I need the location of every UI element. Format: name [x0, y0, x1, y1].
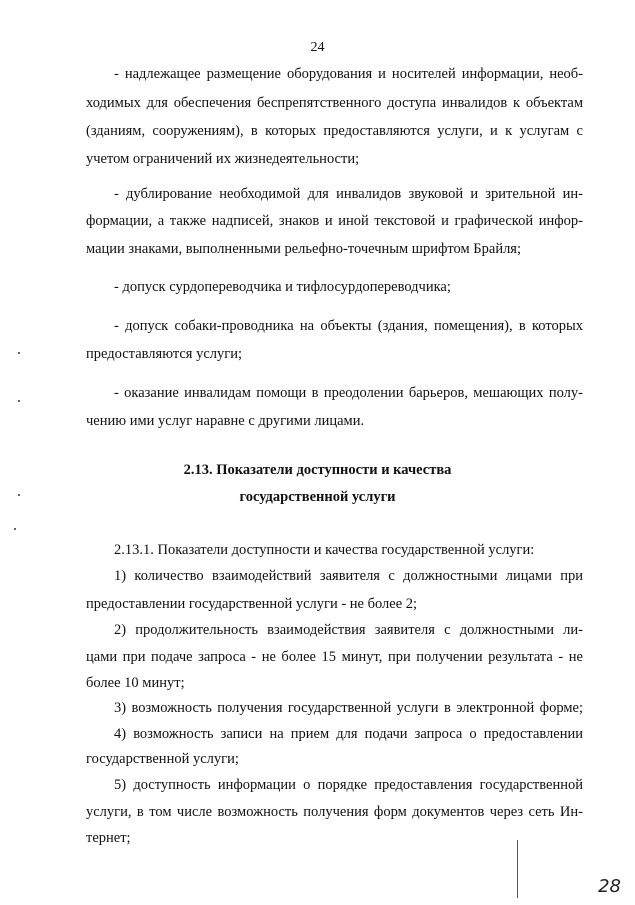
text-line: - оказание инвалидам помощи в преодолении барьеров, мешающих полу-	[114, 385, 583, 401]
text-line: государственной услуги;	[86, 751, 239, 767]
text-line: ходимых для обеспечения беспрепятственного доступа инвалидов к объектам	[86, 95, 583, 111]
text-line: (зданиям, сооружениям), в которых предоставляются услуги, и к услугам с	[86, 123, 583, 139]
text-line: - дублирование необходимой для инвалидов звуковой и зрительной ин-	[114, 186, 583, 202]
page-number: 24	[310, 40, 325, 55]
text-line: - допуск сурдопереводчика и тифлосурдопереводчика;	[114, 279, 451, 295]
text-line: тернет;	[86, 830, 131, 846]
scan-speck	[18, 494, 20, 496]
text-line: цами при подаче запроса - не более 15 минут, при получении результата - не	[86, 649, 583, 665]
text-line: 3) возможность получения государственной услуги в электронной форме;	[114, 700, 583, 716]
text-line: 5) доступность информации о порядке предоставления государственной	[114, 777, 583, 793]
subsection-intro: 2.13.1. Показатели доступности и качества государственной услуги:	[114, 542, 535, 558]
scan-speck	[18, 352, 20, 354]
text-line: предоставляются услуги;	[86, 346, 242, 362]
text-line: более 10 минут;	[86, 675, 185, 691]
scan-speck	[14, 528, 16, 530]
text-line: услуги, в том числе возможность получения форм документов через сеть Ин-	[86, 804, 583, 820]
text-line: 4) возможность записи на прием для подачи запроса о предоставлении	[114, 726, 583, 742]
text-line: формации, а также надписей, знаков и иной текстовой и графической инфор-	[86, 213, 583, 229]
text-line: учетом ограничений их жизнедеятельности;	[86, 151, 360, 167]
text-line: предоставлении государственной услуги - не более 2;	[86, 596, 418, 612]
text-line: 2) продолжительность взаимодействия заявителя с должностными ли-	[114, 622, 583, 638]
text-line: - надлежащее размещение оборудования и носителей информации, необ-	[114, 66, 583, 82]
scan-edge-line	[517, 840, 518, 898]
text-line: чению ими услуг наравне с другими лицами.	[86, 413, 365, 429]
text-line: мации знаками, выполненными рельефно-точечным шрифтом Брайля;	[86, 241, 522, 257]
scan-speck	[18, 400, 20, 402]
text-line: - допуск собаки-проводника на объекты (здания, помещения), в которых	[114, 318, 583, 334]
heading-line: государственной услуги	[239, 489, 396, 505]
heading-line: 2.13. Показатели доступности и качества	[183, 462, 452, 478]
text-line: 1) количество взаимодействий заявителя с должностными лицами при	[114, 568, 583, 584]
handwritten-page-number: 28	[598, 876, 621, 897]
